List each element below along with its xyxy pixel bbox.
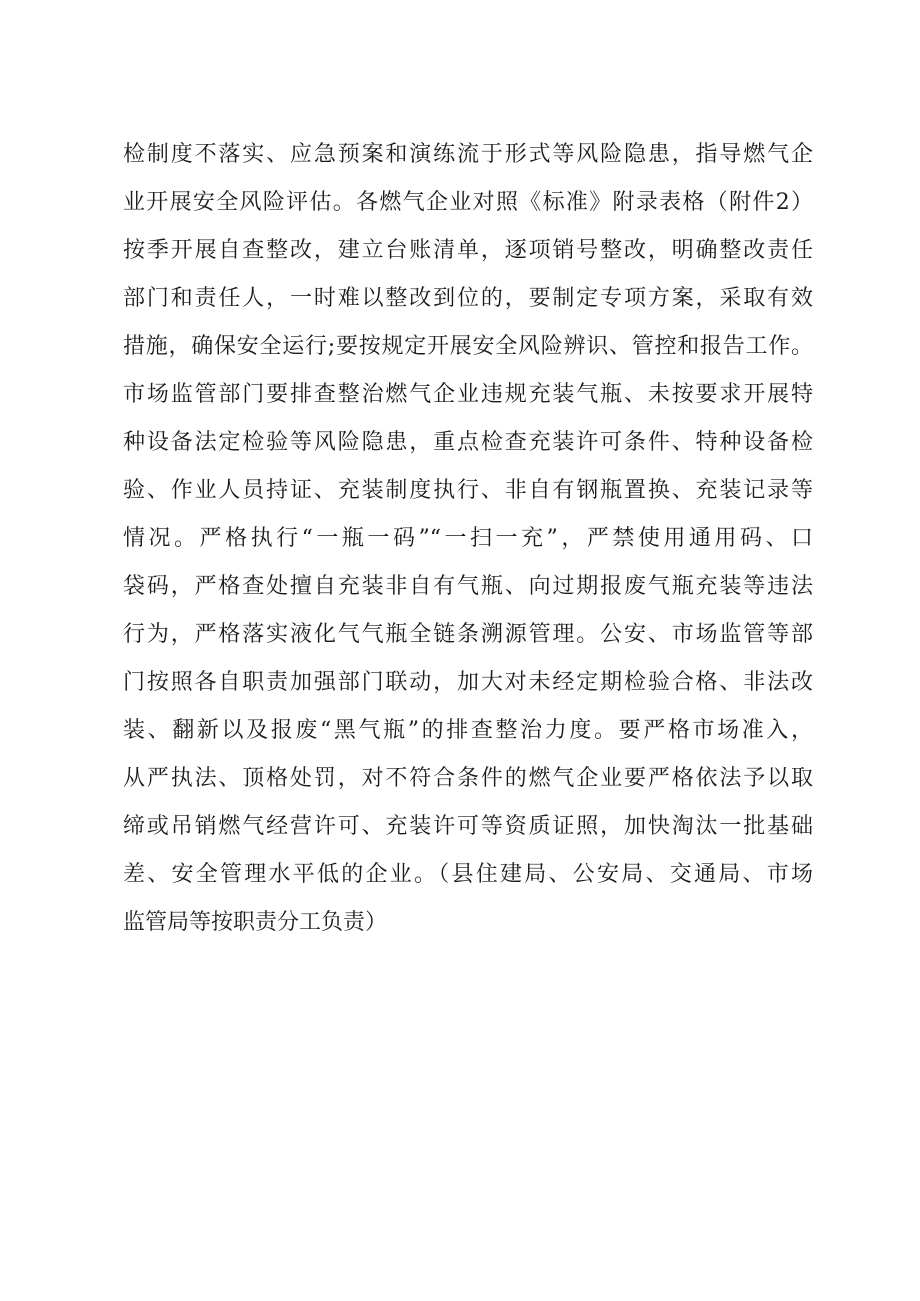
text-line: 验、作业人员持证、充装制度执行、非自有钢瓶置换、充装记录等 (123, 478, 813, 503)
text-line: 从严执法、顶格处罚，对不符合条件的燃气企业要严格依法予以取 (123, 766, 813, 791)
text-line: 种设备法定检验等风险隐患，重点检查充装许可条件、特种设备检 (123, 430, 813, 455)
text-line-last: 监管局等按职责分工负责） (123, 910, 388, 935)
text-line: 门按照各自职责加强部门联动，加大对未经定期检验合格、非法改 (123, 670, 813, 695)
text-line: 按季开展自查整改，建立台账清单，逐项销号整改，明确整改责任 (123, 238, 813, 263)
text-line: 差、安全管理水平低的企业。（县住建局、公安局、交通局、市场 (123, 862, 813, 887)
text-line: 缔或吊销燃气经营许可、充装许可等资质证照，加快淘汰一批基础 (123, 814, 813, 839)
text-line: 部门和责任人，一时难以整改到位的，要制定专项方案，采取有效 (123, 286, 813, 311)
text-line: 行为，严格落实液化气气瓶全链条溯源管理。公安、市场监管等部 (123, 622, 813, 647)
text-line: 市场监管部门要排查整治燃气企业违规充装气瓶、未按要求开展特 (123, 382, 813, 407)
body-paragraph (123, 131, 813, 947)
text-line: 业开展安全风险评估。各燃气企业对照《标准》附录表格（附件2） (123, 190, 813, 215)
text-line: 情况。严格执行“一瓶一码”“一扫一充”，严禁使用通用码、口 (123, 526, 813, 551)
text-line: 措施，确保安全运行;要按规定开展安全风险辨识、管控和报告工作。 (123, 334, 813, 359)
text-line: 装、翻新以及报废“黑气瓶”的排查整治力度。要严格市场准入， (123, 718, 813, 743)
text-line: 袋码，严格查处擅自充装非自有气瓶、向过期报废气瓶充装等违法 (123, 574, 813, 599)
text-line: 检制度不落实、应急预案和演练流于形式等风险隐患，指导燃气企 (123, 142, 813, 167)
